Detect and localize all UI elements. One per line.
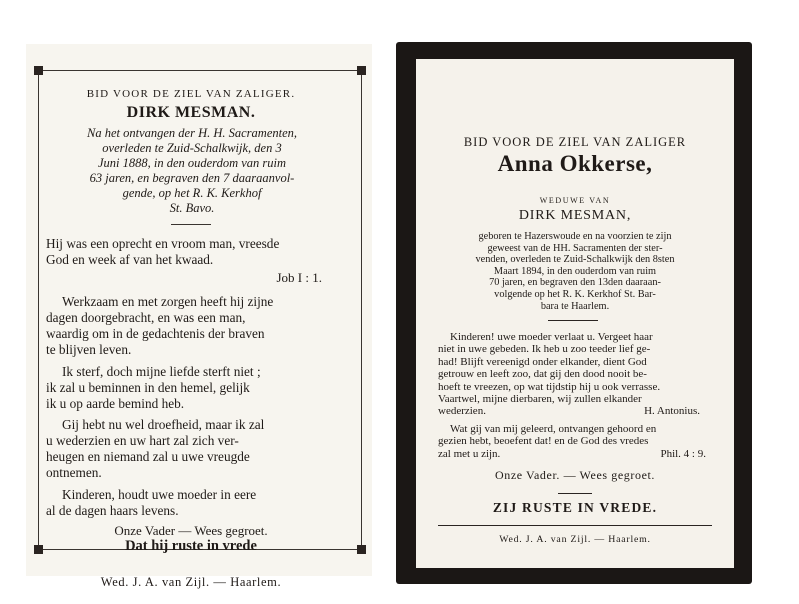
corner-ornament — [357, 66, 366, 75]
text-line: Werkzaam en met zorgen heeft hij zijne — [62, 294, 274, 309]
text-line — [438, 448, 714, 460]
bio-line: venden, overleden te Zuid-Schalkwijk den 8sten — [475, 254, 675, 266]
text-line: Ik sterf, doch mijne liefde sterft niet ; — [62, 364, 261, 379]
card-header: BID VOOR DE ZIEL VAN ZALIGER — [463, 135, 687, 149]
husband-name: DIRK MESMAN, — [518, 208, 632, 223]
text-line: had! Blijft vereenigd onder elkander, dient God — [438, 355, 647, 368]
intro-line: 63 jaren, en begraven den 7 daaraanvol- — [89, 171, 295, 185]
intro-text — [46, 126, 338, 216]
text-line: ontnemen. — [46, 465, 102, 480]
corner-ornament — [357, 545, 366, 554]
printer-imprint: Wed. J. A. van Zijl. — Haarlem. — [499, 534, 651, 545]
printer-imprint: Wed. J. A. van Zijl. — Haarlem. — [100, 575, 282, 589]
scripture-reference: Job I : 1. — [276, 270, 322, 285]
paragraph-5 — [46, 487, 344, 519]
text-line: te blijven leven. — [46, 342, 132, 357]
paragraph-2 — [438, 423, 714, 460]
paragraph-2 — [46, 294, 344, 358]
divider — [558, 493, 592, 494]
horizontal-rule — [438, 525, 712, 526]
paragraph-3 — [46, 364, 344, 412]
text-line: getrouw en leeft zoo, dat gij den dood nooit be- — [438, 368, 647, 381]
text-line: ik zal u beminnen in den hemel, gelijk — [46, 380, 250, 395]
text-line: niet in uwe gebeden. Ik heb u zoo teeder lief ge- — [438, 343, 651, 356]
bio-line: 70 jaren, en begraven den 13den daaraan- — [489, 277, 661, 289]
rest-in-peace: Dat hij ruste in vrede — [125, 538, 257, 554]
text-line: Kinderen, houdt uwe moeder in eere — [62, 487, 257, 502]
intro-line: gende, op het R. K. Kerkhof — [122, 186, 262, 200]
text-line — [438, 405, 714, 417]
card-header: BID VOOR DE ZIEL VAN ZALIGER. — [86, 88, 296, 100]
left-card-content — [46, 44, 356, 604]
text-line: waardig om in de gedachtenis der braven — [46, 326, 265, 341]
text-line: gezien hebt, beoefent dat! en de God des vredes — [438, 435, 649, 448]
scripture-reference: Phil. 4 : 9. — [660, 447, 706, 460]
divider — [548, 320, 598, 321]
bio-line: bara te Haarlem. — [540, 300, 610, 312]
text-line: dagen doorgebracht, en was een man, — [46, 310, 246, 325]
text-line: Kinderen! uwe moeder verlaat u. Vergeet haar — [450, 331, 653, 343]
left-memorial-card — [26, 44, 372, 589]
corner-ornament — [34, 545, 43, 554]
divider — [171, 224, 211, 225]
intro-line: Juni 1888, in den ouderdom van ruim — [97, 156, 287, 170]
right-memorial-card — [396, 42, 752, 584]
text-line: Hij was een oprecht en vroom man, vreesde — [46, 236, 280, 251]
paragraph-4 — [46, 417, 344, 481]
text-line: Vaartwel, mijne dierbaren, wij zullen elkander — [438, 393, 642, 406]
intro-line: Na het ontvangen der H. H. Sacramenten, — [86, 126, 298, 140]
intro-line: St. Bavo. — [169, 201, 215, 215]
deceased-name: Anna Okkerse, — [497, 151, 653, 176]
text-line: Gij hebt nu wel droefheid, maar ik zal — [62, 417, 265, 432]
prayer-line: Onze Vader — Wees gegroet. — [114, 523, 268, 538]
biography-text — [444, 231, 706, 312]
text-line: u wederzien en uw hart zal zich ver- — [46, 433, 239, 448]
bio-line: geweest van de HH. Sacramenten der ster- — [487, 242, 663, 254]
paragraph-1 — [438, 331, 714, 418]
text-line: heugen en niemand zal u uwe vreugde — [46, 449, 250, 464]
text-line: God en week af van het kwaad. — [46, 252, 214, 267]
text-line: hoeft te vreezen, op wat tijdstip hij u ook verrasse. — [438, 380, 661, 393]
text-line: Wat gij van mij geleerd, ontvangen gehoord en — [450, 423, 657, 435]
intro-line: overleden te Zuid-Schalkwijk, den 3 — [102, 141, 282, 155]
rest-in-peace: ZIJ RUSTE IN VREDE. — [492, 500, 658, 515]
paragraph-1 — [46, 236, 344, 268]
quote-attribution: H. Antonius. — [644, 405, 700, 418]
right-card-content — [416, 59, 734, 568]
bio-line: geboren te Hazerswoude en na voorzien te zijn — [478, 231, 672, 242]
widow-label: WEDUWE VAN — [539, 196, 611, 205]
deceased-name: DIRK MESMAN. — [126, 104, 256, 121]
text-line: al de dagen haars levens. — [46, 503, 179, 518]
text-fragment: zal met u zijn. — [438, 447, 501, 460]
bio-line: Maart 1894, in den ouderdom van ruim — [493, 265, 657, 277]
bio-line: volgende op het R. K. Kerkhof St. Bar- — [494, 288, 656, 300]
prayer-line: Onze Vader. — Wees gegroet. — [494, 468, 656, 482]
text-fragment: wederzien. — [438, 405, 486, 418]
corner-ornament — [34, 66, 43, 75]
text-line: ik u op aarde bemind heb. — [46, 396, 185, 411]
